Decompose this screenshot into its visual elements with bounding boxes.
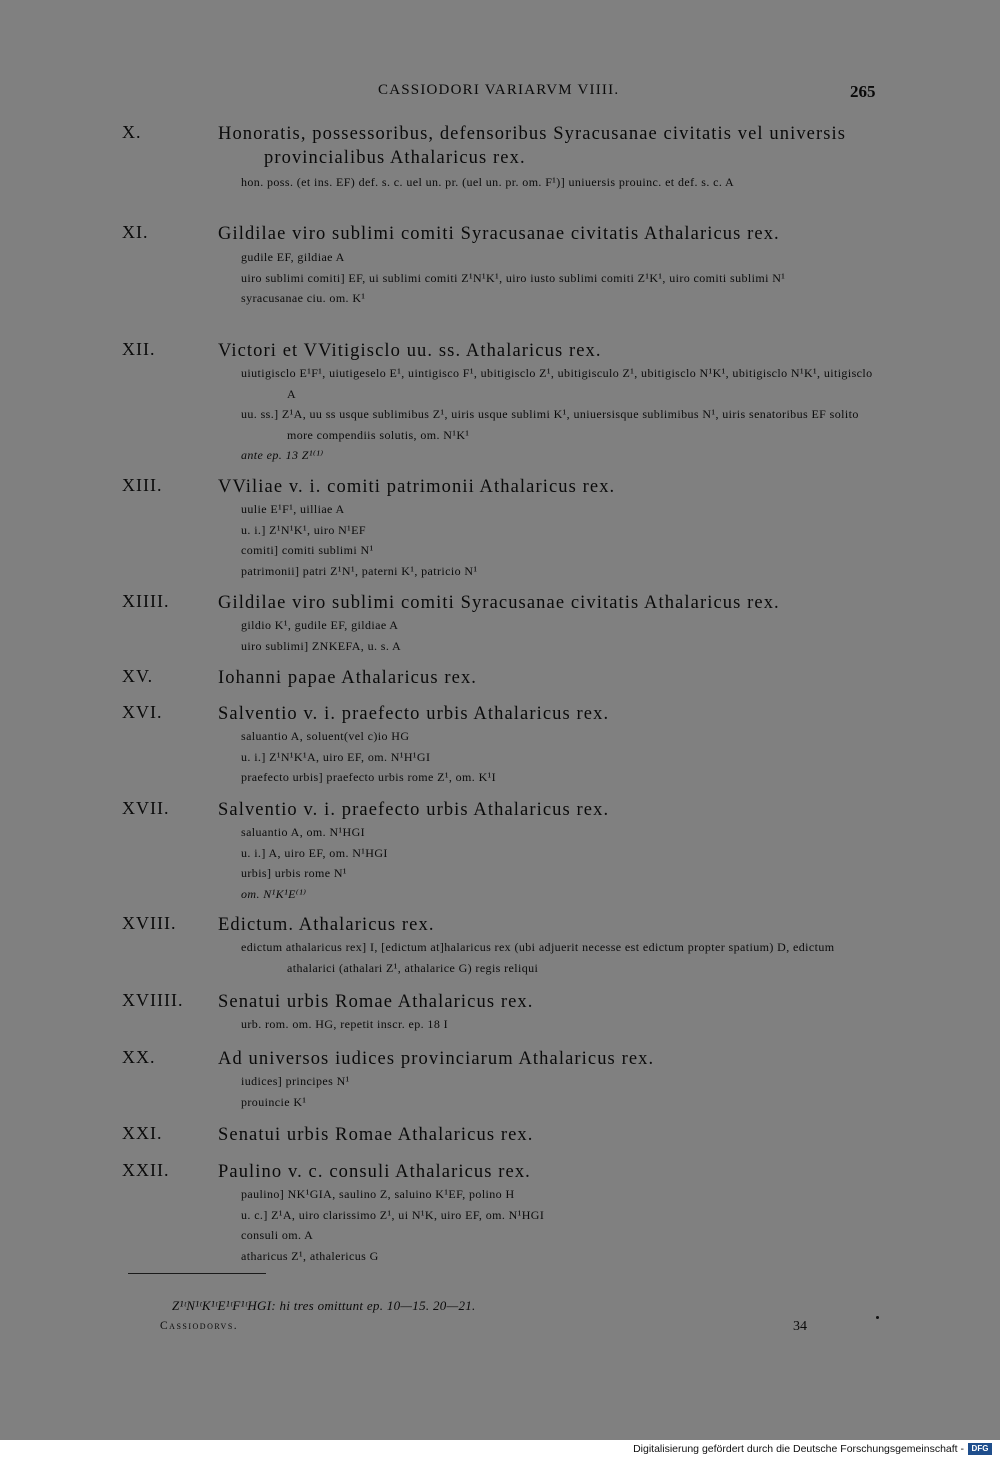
apparatus-notes [241, 726, 881, 788]
entry-heading [218, 1160, 880, 1184]
entry-heading [218, 702, 880, 726]
entry-numeral: XXII. [122, 1160, 170, 1180]
apparatus-note: om. N¹K¹E⁽¹⁾ [241, 886, 307, 901]
heading-line: Paulino v. c. consuli Athalaricus rex. [218, 1162, 531, 1182]
running-title: CASSIODORI VARIARVM VIIII. [378, 82, 620, 98]
heading-line: Gildilae viro sublimi comiti Syracusanae civitatis Athalaricus rex. [218, 593, 780, 613]
digitization-credit-text: Digitalisierung gefördert durch die Deutsche Forschungsgemeinschaft - [633, 1443, 964, 1455]
apparatus-note: urb. rom. om. HG, repetit inscr. ep. 18 I [241, 1017, 449, 1031]
printer-signature: Cassiodorvs. [160, 1320, 239, 1332]
apparatus-note: paulino] NK¹GIA, saulino Z, saluino K¹EF, polino H [241, 1187, 515, 1201]
apparatus-note: hon. poss. (et ins. EF) def. s. c. uel un. pr. (uel un. pr. om. F¹)] uniuersis prouinc. et def. s. c. A [241, 175, 735, 189]
apparatus-note: u. i.] A, uiro EF, om. N¹HGI [241, 845, 388, 860]
entry-heading [218, 1047, 880, 1071]
apparatus-note: uiutigisclo E¹F¹, uiutigeselo E¹, uintigisco F¹, ubitigisclo Z¹, ubitigisculo Z¹, ubitigisclo N¹K¹, ubitigisclo N¹K¹, uitigisclo A [241, 366, 873, 401]
entry-heading [218, 475, 880, 499]
apparatus-note: comiti] comiti sublimi N¹ [241, 543, 374, 557]
apparatus-notes [241, 615, 881, 656]
apparatus-notes [241, 1071, 881, 1112]
entry-numeral: XX. [122, 1047, 156, 1067]
entry-heading [218, 990, 880, 1014]
apparatus-note: gudile EF, gildiae A [241, 250, 345, 264]
heading-line: Salventio v. i. praefecto urbis Athalaricus rex. [218, 704, 610, 724]
entry-heading [218, 1123, 880, 1147]
apparatus-note: u. i.] Z¹N¹K¹A, uiro EF, om. N¹H¹GI [241, 749, 431, 764]
heading-line: Senatui urbis Romae Athalaricus rex. [218, 1125, 534, 1145]
heading-line: Senatui urbis Romae Athalaricus rex. [218, 992, 534, 1012]
apparatus-note: u. i.] Z¹N¹K¹, uiro N¹EF [241, 522, 366, 537]
heading-line: Salventio v. i. praefecto urbis Athalaricus rex. [218, 800, 610, 820]
entry-numeral: XVII. [122, 798, 170, 818]
entry-numeral: XXI. [122, 1123, 163, 1143]
heading-line: Edictum. Athalaricus rex. [218, 915, 435, 935]
entry-heading [218, 666, 880, 690]
apparatus-note: edictum athalaricus rex] I, [edictum at]halaricus rex (ubi adjuerit necesse est edictum propter spatium) D, edictum athalarici (athalari Z¹, athalarice G) regis reliqui [241, 940, 835, 975]
footnote-rule [128, 1273, 266, 1274]
apparatus-note: uiro sublimi] ZNKEFA, u. s. A [241, 638, 402, 653]
apparatus-note: uu. ss.] Z¹A, uu ss usque sublimibus Z¹, uiris usque sublimi K¹, uniuersisque sublimibus N¹, uiris senatoribus EF solito more compendiis solutis, om. N¹K¹ [241, 407, 859, 442]
apparatus-note: saluantio A, soluent(vel c)io HG [241, 729, 410, 743]
apparatus-note: atharicus Z¹, athalericus G [241, 1248, 379, 1263]
sheet-number: 34 [793, 1319, 807, 1334]
entry-heading [218, 339, 880, 363]
apparatus-notes [241, 822, 881, 904]
speck-mark [876, 1316, 879, 1319]
footnote: Z¹ᵗN¹ᵗK¹ᵗE¹ᵗF¹ᵗHGI: hi tres omittunt ep. 10—15. 20—21. [172, 1298, 476, 1313]
entry-numeral: XIIII. [122, 591, 170, 611]
apparatus-note: prouincie K¹ [241, 1094, 307, 1109]
dfg-logo-icon[interactable]: DFG [968, 1443, 992, 1455]
entry-heading [218, 222, 880, 246]
apparatus-note: praefecto urbis] praefecto urbis rome Z¹, om. K¹I [241, 770, 497, 784]
heading-line: Iohanni papae Athalaricus rex. [218, 668, 478, 688]
entry-heading [218, 591, 880, 615]
heading-line: Honoratis, possessoribus, defensoribus Syracusanae civitatis vel universis [218, 124, 847, 144]
apparatus-note: u. c.] Z¹A, uiro clarissimo Z¹, ui N¹K, uiro EF, om. N¹HGI [241, 1207, 545, 1222]
apparatus-notes [241, 499, 881, 581]
entry-numeral: X. [122, 122, 142, 142]
apparatus-notes [241, 1014, 881, 1035]
apparatus-notes [241, 1184, 881, 1266]
apparatus-notes [241, 247, 881, 309]
heading-line: VViliae v. i. comiti patrimonii Athalaricus rex. [218, 477, 616, 497]
entry-numeral: XVIII. [122, 913, 177, 933]
page-number: 265 [850, 82, 876, 101]
heading-line: Gildilae viro sublimi comiti Syracusanae civitatis Athalaricus rex. [218, 224, 780, 244]
heading-line: provincialibus Athalaricus rex. [264, 148, 526, 168]
apparatus-notes [241, 172, 881, 193]
digitization-credit-bar [0, 1440, 1000, 1459]
apparatus-note: urbis] urbis rome N¹ [241, 866, 347, 880]
entry-heading [218, 913, 880, 937]
apparatus-note: gildio K¹, gudile EF, gildiae A [241, 618, 399, 632]
apparatus-note: saluantio A, om. N¹HGI [241, 825, 366, 839]
apparatus-note: patrimonii] patri Z¹N¹, paterni K¹, patricio N¹ [241, 563, 478, 578]
entry-numeral: XVI. [122, 702, 163, 722]
apparatus-note: uulie E¹F¹, uilliae A [241, 502, 345, 516]
apparatus-notes [241, 937, 881, 978]
entry-numeral: XII. [122, 339, 156, 359]
entry-heading [218, 798, 880, 822]
entry-numeral: XIII. [122, 475, 163, 495]
entry-numeral: XI. [122, 222, 149, 242]
entry-heading [218, 122, 880, 170]
apparatus-note: iudices] principes N¹ [241, 1074, 350, 1088]
apparatus-note: uiro sublimi comiti] EF, ui sublimi comiti Z¹N¹K¹, uiro iusto sublimi comiti Z¹K¹, uiro comiti sublimi N¹ [241, 270, 786, 285]
entry-numeral: XVIIII. [122, 990, 184, 1010]
apparatus-notes [241, 363, 881, 466]
entry-numeral: XV. [122, 666, 154, 686]
heading-line: Victori et VVitigisclo uu. ss. Athalaricus rex. [218, 341, 602, 361]
heading-line: Ad universos iudices provinciarum Athalaricus rex. [218, 1049, 655, 1069]
apparatus-note: syracusanae ciu. om. K¹ [241, 291, 366, 305]
apparatus-note: ante ep. 13 Z¹⁽¹⁾ [241, 448, 324, 462]
apparatus-note: consuli om. A [241, 1228, 314, 1242]
